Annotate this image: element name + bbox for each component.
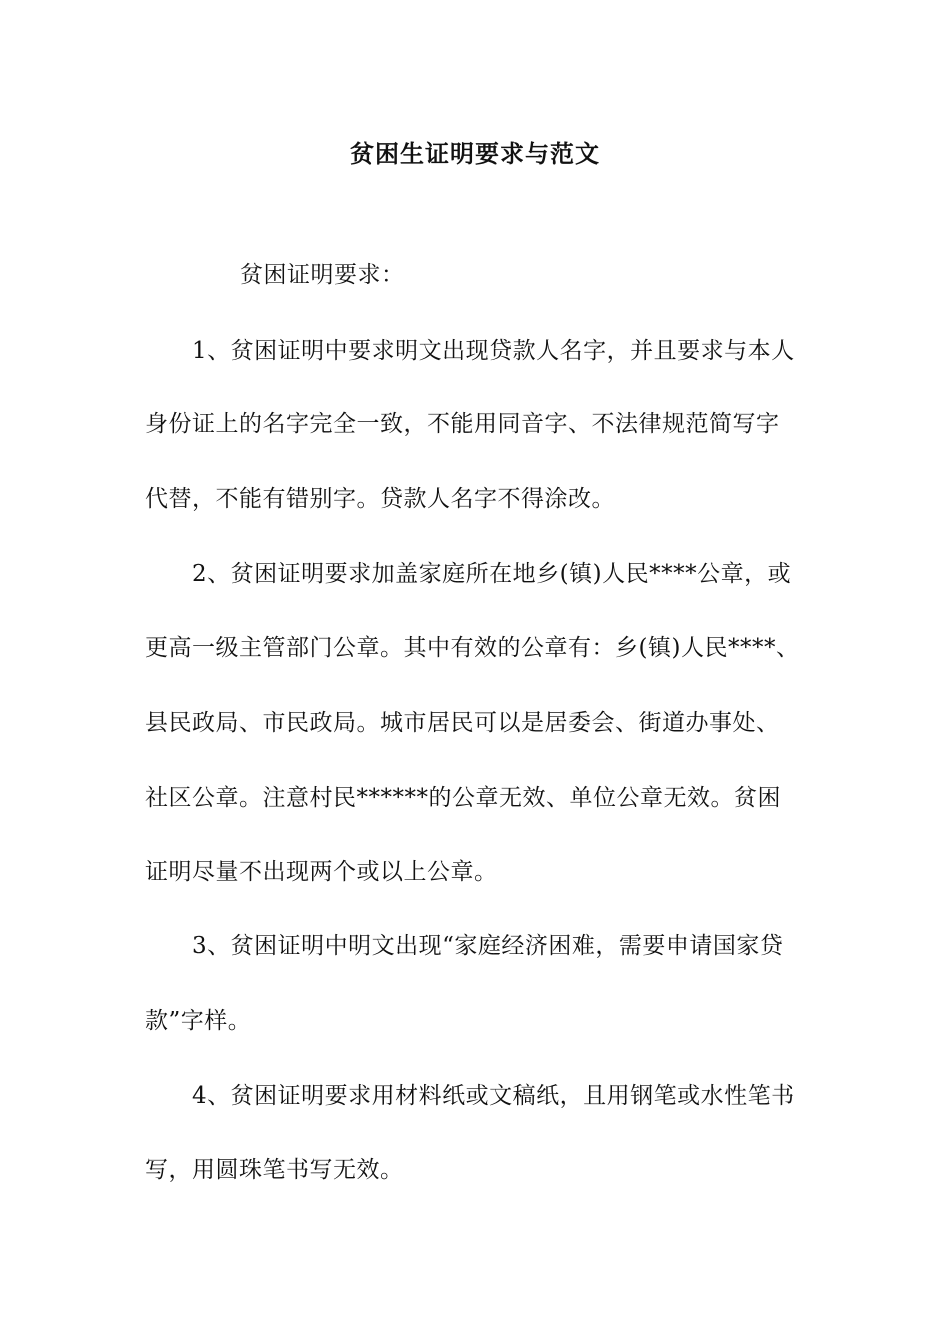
requirement-3-line-2: 款”字样。 xyxy=(145,1008,252,1034)
requirement-2-line-3: 县民政局、市民政局。城市居民可以是居委会、街道办事处、 xyxy=(145,710,780,736)
requirement-1-line-2: 身份证上的名字完全一致，不能用同音字、不法律规范简写字 xyxy=(145,411,780,437)
requirement-3-line-1: 3、贫困证明中明文出现“家庭经济困难，需要申请国家贷 xyxy=(192,933,784,959)
requirement-2-line-1: 2、贫困证明要求加盖家庭所在地乡(镇)人民****公章，或 xyxy=(192,561,792,587)
requirement-4-line-1: 4、贫困证明要求用材料纸或文稿纸，且用钢笔或水性笔书 xyxy=(192,1083,795,1109)
requirement-2-line-2: 更高一级主管部门公章。其中有效的公章有：乡(镇)人民****、 xyxy=(145,635,800,661)
requirement-2-line-5: 证明尽量不出现两个或以上公章。 xyxy=(145,859,498,885)
requirement-1-line-3: 代替，不能有错别字。贷款人名字不得涂改。 xyxy=(145,486,615,512)
requirement-1-line-1: 1、贫困证明中要求明文出现贷款人名字，并且要求与本人 xyxy=(192,338,795,364)
document-title: 贫困生证明要求与范文 xyxy=(350,140,600,168)
requirement-4-line-2: 写，用圆珠笔书写无效。 xyxy=(145,1157,404,1183)
requirement-2-line-4: 社区公章。注意村民******的公章无效、单位公章无效。贫困 xyxy=(145,785,781,811)
requirements-heading: 贫困证明要求： xyxy=(240,262,405,288)
